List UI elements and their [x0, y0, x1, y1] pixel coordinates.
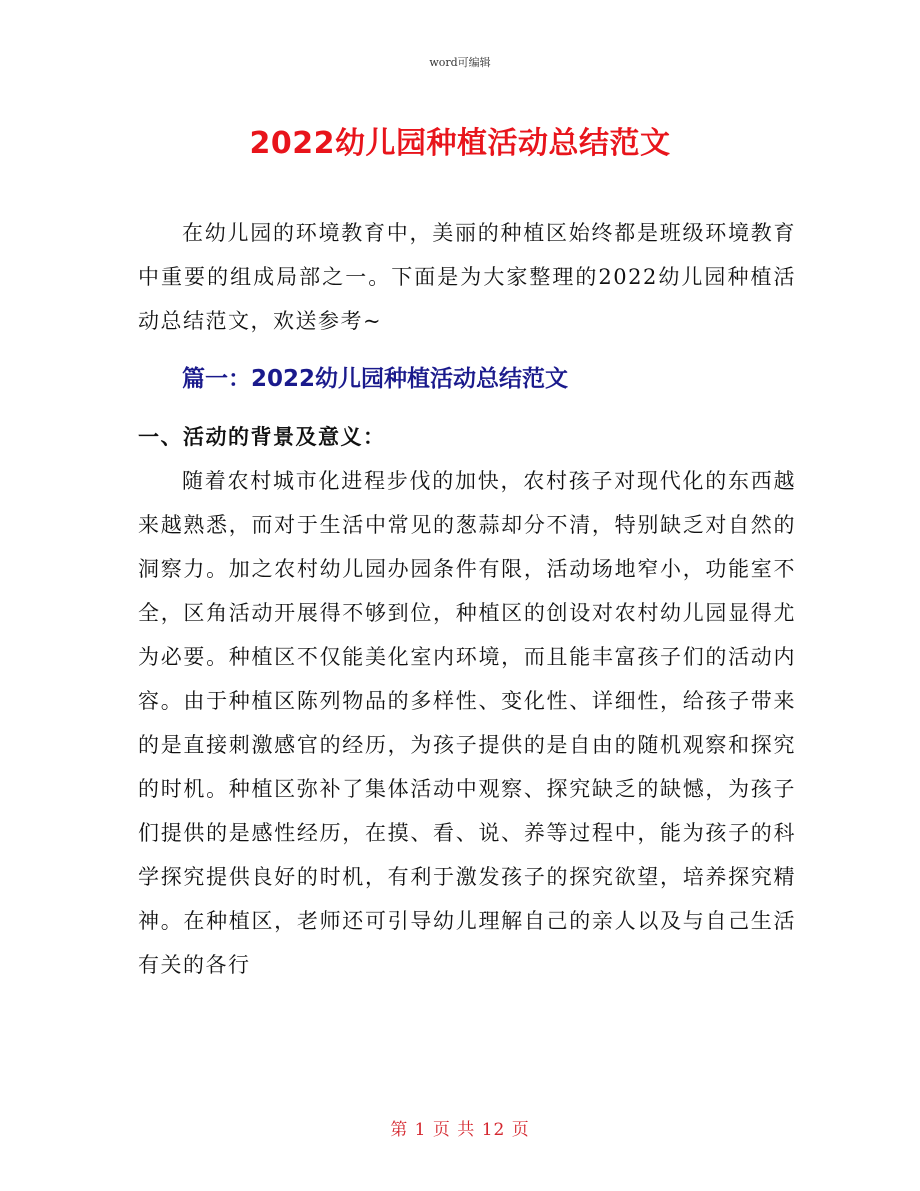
body-paragraph: 随着农村城市化进程步伐的加快，农村孩子对现代化的东西越来越熟悉，而对于生活中常见的葱蒜却分不清，特别缺乏对自然的洞察力。加之农村幼儿园办园条件有限，活动场地窄小，功能室不全，区角活动开展得不够到位，种植区的创设对农村幼儿园显得尤为必要。种植区不仅能美化室内环境，而且能丰富孩子们的活动内容。由于种植区陈列物品的多样性、变化性、详细性，给孩子带来的是直接刺激感官的经历，为孩子提供的是自由的随机观察和探究的时机。种植区弥补了集体活动中观察、探究缺乏的缺憾，为孩子们提供的是感性经历，在摸、看、说、养等过程中，能为孩子的科学探究提供良好的时机，有利于激发孩子的探究欲望，培养探究精神。在种植区，老师还可引导幼儿理解自己的亲人以及与自己生活有关的各行 [138, 469, 796, 977]
page-number-footer: 第 1 页 共 12 页 [390, 1120, 530, 1140]
section-heading: 篇一：2022幼儿园种植活动总结范文 [182, 366, 569, 392]
document-title: 2022幼儿园种植活动总结范文 [249, 126, 671, 161]
sub-heading: 一、活动的背景及意义： [138, 424, 386, 449]
intro-paragraph: 在幼儿园的环境教育中，美丽的种植区始终都是班级环境教育中重要的组成局部之一。下面是为大家整理的2022幼儿园种植活动总结范文，欢送参考~ [138, 221, 796, 333]
header-note: word可编辑 [429, 56, 491, 69]
document-body [138, 211, 796, 987]
